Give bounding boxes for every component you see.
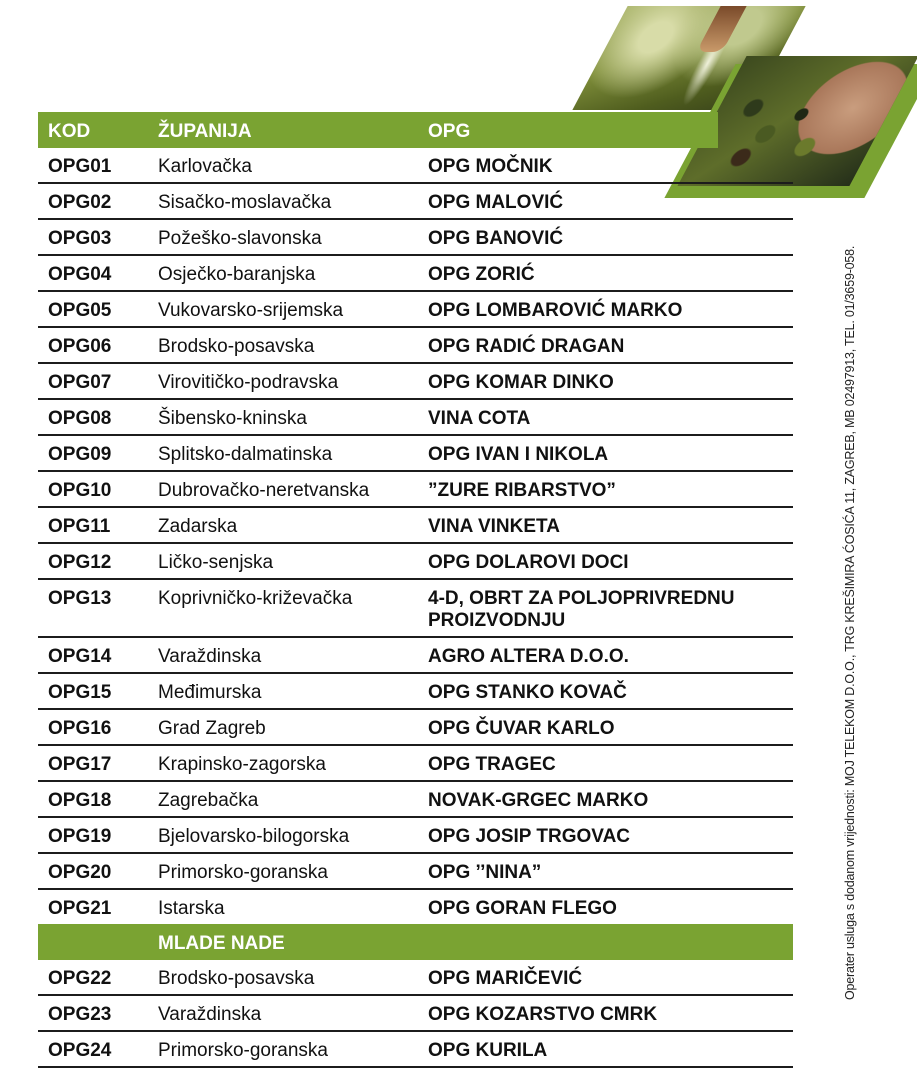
- row-county: Varaždinska: [158, 646, 262, 667]
- row-opg: NOVAK-GRGEC MARKO: [428, 790, 649, 811]
- row-county: Primorsko-goranska: [158, 1040, 328, 1061]
- section-label: MLADE NADE: [158, 933, 285, 954]
- row-code: OPG05: [48, 300, 112, 321]
- row-opg: OPG IVAN I NIKOLA: [428, 444, 609, 465]
- row-county: Sisačko-moslavačka: [158, 192, 332, 213]
- row-opg: OPG RADIĆ DRAGAN: [428, 336, 625, 357]
- row-county: Koprivničko-križevačka: [158, 588, 353, 609]
- row-opg: 4-D, OBRT ZA POLJOPRIVREDNU PROIZVODNJU: [428, 588, 735, 631]
- row-opg: AGRO ALTERA D.O.O.: [428, 646, 629, 667]
- opg-table: [38, 148, 793, 1068]
- row-code: OPG09: [48, 444, 112, 465]
- row-opg: VINA COTA: [428, 408, 531, 429]
- table-row: [38, 580, 793, 638]
- row-opg: OPG KURILA: [428, 1040, 548, 1061]
- table-row: [38, 364, 793, 400]
- row-opg: OPG DOLAROVI DOCI: [428, 552, 629, 573]
- row-code: OPG08: [48, 408, 112, 429]
- header-county: ŽUPANIJA: [158, 121, 252, 142]
- row-opg: OPG ZORIĆ: [428, 264, 535, 285]
- table-row: [38, 710, 793, 746]
- row-county: Požeško-slavonska: [158, 228, 322, 249]
- row-code: OPG14: [48, 646, 112, 667]
- row-county: Šibensko-kninska: [158, 408, 307, 429]
- row-opg: OPG MOČNIK: [428, 156, 553, 177]
- row-opg: VINA VINKETA: [428, 516, 560, 537]
- row-county: Primorsko-goranska: [158, 862, 328, 883]
- table-row: [38, 674, 793, 710]
- section-header-mlade-nade: [38, 924, 793, 960]
- table-row: [38, 996, 793, 1032]
- row-code: OPG02: [48, 192, 112, 213]
- row-county: Varaždinska: [158, 1004, 262, 1025]
- row-county: Ličko-senjska: [158, 552, 274, 573]
- row-code: OPG10: [48, 480, 112, 501]
- row-opg: OPG GORAN FLEGO: [428, 898, 617, 919]
- row-opg: OPG ’’NINA”: [428, 862, 542, 883]
- table-row: [38, 148, 793, 184]
- row-opg: OPG TRAGEC: [428, 754, 556, 775]
- header-opg: OPG: [428, 121, 471, 142]
- row-code: OPG07: [48, 372, 112, 393]
- table-row: [38, 508, 793, 544]
- row-opg: OPG ČUVAR KARLO: [428, 718, 615, 739]
- row-code: OPG11: [48, 516, 111, 537]
- row-opg: OPG JOSIP TRGOVAC: [428, 826, 631, 847]
- table-row: [38, 890, 793, 924]
- row-code: OPG13: [48, 588, 112, 609]
- row-county: Grad Zagreb: [158, 718, 266, 739]
- table-row: [38, 256, 793, 292]
- row-code: OPG24: [48, 1040, 112, 1061]
- row-code: OPG06: [48, 336, 112, 357]
- table-row: [38, 328, 793, 364]
- row-code: OPG18: [48, 790, 112, 811]
- row-opg: OPG MARIČEVIĆ: [428, 968, 583, 989]
- row-code: OPG16: [48, 718, 112, 739]
- row-county: Međimurska: [158, 682, 262, 703]
- table-row: [38, 220, 793, 256]
- row-opg: OPG KOZARSTVO CMRK: [428, 1004, 658, 1025]
- row-county: Virovitičko-podravska: [158, 372, 339, 393]
- table-row: [38, 184, 793, 220]
- row-code: OPG12: [48, 552, 112, 573]
- row-code: OPG03: [48, 228, 112, 249]
- row-county: Istarska: [158, 898, 225, 919]
- row-code: OPG15: [48, 682, 112, 703]
- row-county: Zagrebačka: [158, 790, 259, 811]
- row-code: OPG17: [48, 754, 112, 775]
- table-row: [38, 782, 793, 818]
- row-county: Krapinsko-zagorska: [158, 754, 326, 775]
- row-code: OPG22: [48, 968, 112, 989]
- row-county: Bjelovarsko-bilogorska: [158, 826, 350, 847]
- row-county: Dubrovačko-neretvanska: [158, 480, 370, 501]
- table-row: [38, 638, 793, 674]
- table-row: [38, 400, 793, 436]
- table-row: [38, 818, 793, 854]
- row-county: Osječko-baranjska: [158, 264, 316, 285]
- row-code: OPG01: [48, 156, 112, 177]
- row-opg: ”ZURE RIBARSTVO”: [428, 480, 616, 501]
- table-row: [38, 746, 793, 782]
- row-opg: OPG KOMAR DINKO: [428, 372, 614, 393]
- row-county: Karlovačka: [158, 156, 252, 177]
- row-code: OPG20: [48, 862, 112, 883]
- row-code: OPG04: [48, 264, 112, 285]
- row-county: Brodsko-posavska: [158, 968, 315, 989]
- row-opg: OPG STANKO KOVAČ: [428, 682, 627, 703]
- table-row: [38, 292, 793, 328]
- table-header: [38, 112, 793, 148]
- table-row: [38, 854, 793, 890]
- row-opg: OPG LOMBAROVIĆ MARKO: [428, 300, 683, 321]
- row-code: OPG23: [48, 1004, 112, 1025]
- row-opg: OPG MALOVIĆ: [428, 192, 564, 213]
- row-county: Zadarska: [158, 516, 238, 537]
- table-row: [38, 544, 793, 580]
- table-row: [38, 1032, 793, 1068]
- row-code: OPG19: [48, 826, 112, 847]
- table-row: [38, 436, 793, 472]
- header-code: KOD: [48, 121, 91, 142]
- table-row: [38, 960, 793, 996]
- row-county: Vukovarsko-srijemska: [158, 300, 344, 321]
- table-row: [38, 472, 793, 508]
- row-county: Brodsko-posavska: [158, 336, 315, 357]
- row-code: OPG21: [48, 898, 112, 919]
- row-county: Splitsko-dalmatinska: [158, 444, 333, 465]
- operator-disclaimer: Operater usluga s dodanom vrijednosti: MOJ TELEKOM D.O.O., TRG KREŠIMIRA ĆOSIĆA 11, ZAGREB, MB 02497913, TEL. 01/3659-058.: [843, 245, 857, 1000]
- row-opg: OPG BANOVIĆ: [428, 228, 564, 249]
